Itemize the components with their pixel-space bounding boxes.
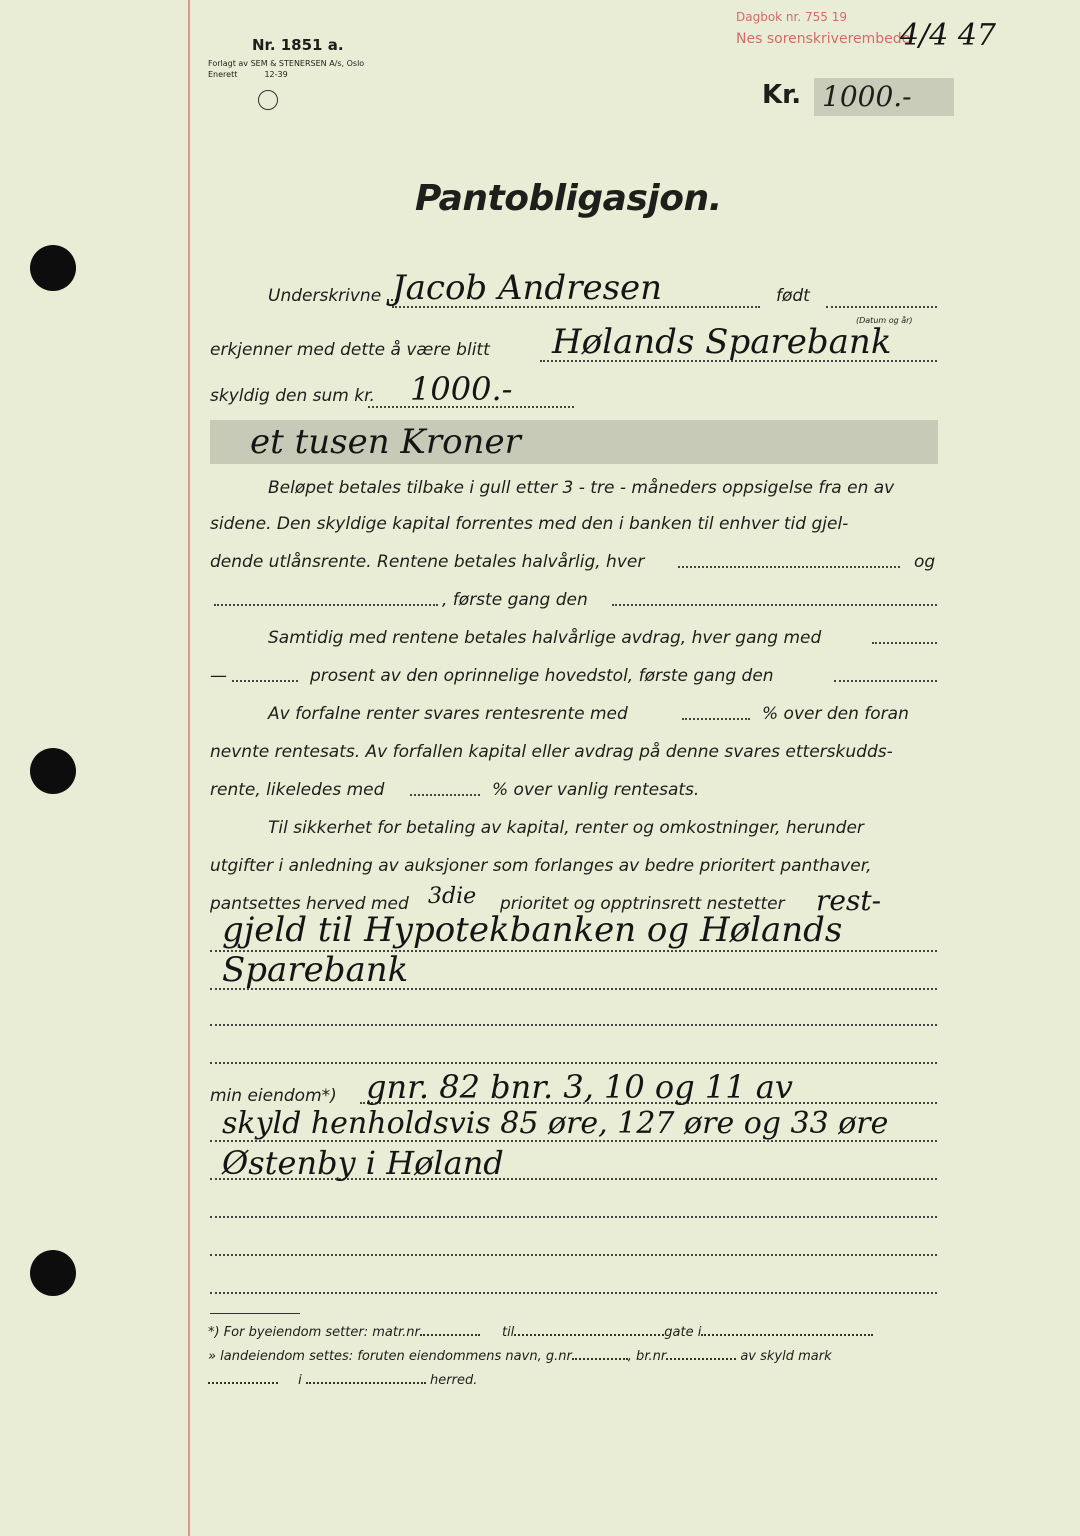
p1-line-3: dende utlånsrente. Rentene betales halvårlig, hver xyxy=(210,552,645,572)
fill-line xyxy=(410,794,480,796)
p1-line-2: sidene. Den skyldige kapital forrentes med den i banken til enhver tid gjel- xyxy=(210,514,849,534)
amount-label: Kr. xyxy=(762,80,802,110)
fill-line xyxy=(210,1292,937,1294)
born-label: født xyxy=(776,286,810,306)
fill-line xyxy=(210,1062,937,1064)
p2-line-2-dash: — xyxy=(210,666,227,686)
binder-hole xyxy=(30,1250,76,1296)
footnote-line-1: *) For byeiendom setter: matr.nr til gate i xyxy=(208,1322,873,1340)
p2-line-1: Samtidig med rentene betales halvårlige avdrag, hver gang med xyxy=(268,628,822,648)
creditor-name: Hølands Sparebank xyxy=(552,322,892,362)
born-line xyxy=(826,306,937,308)
footnote-line-2: » landeiendom settes: foruten eiendommens navn, g.nr , br.nr av skyld mark xyxy=(208,1346,832,1364)
undersigned-row: Underskrivne xyxy=(210,286,397,306)
footnote-rule xyxy=(210,1313,300,1314)
binder-hole xyxy=(30,245,76,291)
name-line xyxy=(392,306,760,308)
amount-in-words: et tusen Kroner xyxy=(250,422,521,462)
publisher-line: Forlagt av SEM & STENERSEN A/s, Oslo Enerett 12-39 xyxy=(208,59,365,79)
p4-line-3-mid: prioritet og opptrinsrett nestetter xyxy=(500,894,785,914)
property-line-1: gnr. 82 bnr. 3, 10 og 11 av xyxy=(366,1068,793,1106)
red-margin-line xyxy=(188,0,190,1536)
p4-line-3: pantsettes herved med xyxy=(210,894,409,914)
property-line-3: Østenby i Høland xyxy=(222,1144,504,1182)
p1-line-1: Beløpet betales tilbake i gull etter 3 - tre - måneders oppsigelse fra en av xyxy=(268,478,895,498)
p3-line-1-end: % over den foran xyxy=(762,704,909,724)
binder-hole xyxy=(30,748,76,794)
registry-stamp xyxy=(736,6,910,50)
fill-line xyxy=(682,718,750,720)
fill-line xyxy=(612,604,937,606)
p3-line-1: Av forfalne renter svares rentesrente med xyxy=(268,704,628,724)
owe-amount: 1000.- xyxy=(410,370,513,408)
fill-line xyxy=(214,604,438,606)
p1-line-4: , første gang den xyxy=(442,590,588,610)
footnote-line-3: i herred. xyxy=(208,1370,477,1388)
fill-line xyxy=(678,566,900,568)
fill-line xyxy=(210,1024,937,1026)
property-line-2: skyld henholdsvis 85 øre, 127 øre og 33 øre xyxy=(222,1106,889,1141)
p1-line-3-end: og xyxy=(914,552,936,572)
acknowledge-label: erkjenner med dette å være blitt xyxy=(210,340,490,360)
date-hint: (Datum og år) xyxy=(856,316,913,325)
fill-line xyxy=(834,680,937,682)
stamp-line-2: Nes sorenskriverembede xyxy=(736,31,911,47)
fill-line xyxy=(210,1254,937,1256)
stamp-line-1: Dagbok nr. 755 19 xyxy=(736,10,847,24)
document-title: Pantobligasjon. xyxy=(415,178,722,219)
priority-value: 3die xyxy=(428,884,477,909)
fill-line xyxy=(872,642,937,644)
property-label: min eiendom*) xyxy=(210,1086,337,1106)
stamp-date: 4/4 47 xyxy=(900,18,996,53)
form-number: Nr. 1851 a. xyxy=(252,36,344,54)
p4-line-1: Til sikkerhet for betaling av kapital, renter og omkostninger, herunder xyxy=(268,818,864,838)
p4-line-2: utgifter i anledning av auksjoner som forlanges av bedre prioritert panthaver, xyxy=(210,856,872,876)
owe-label: skyldig den sum kr. xyxy=(210,386,375,406)
p2-line-2: prosent av den oprinnelige hovedstol, første gang den xyxy=(310,666,774,686)
undersigned-name: Jacob Andresen xyxy=(392,268,663,308)
handwriting-line-2: gjeld til Hypotekbanken og Hølands xyxy=(222,910,843,950)
p3-line-3-end: % over vanlig rentesats. xyxy=(492,780,700,800)
p3-line-2: nevnte rentesats. Av forfallen kapital eller avdrag på denne svares etterskudds- xyxy=(210,742,893,762)
publisher-emblem-icon xyxy=(258,90,278,110)
fill-line xyxy=(210,1216,937,1218)
amount-value: 1000.- xyxy=(822,80,912,113)
p3-line-3: rente, likeledes med xyxy=(210,780,385,800)
handwriting-rest: rest- xyxy=(816,884,882,917)
fill-line xyxy=(232,680,298,682)
handwriting-line-3: Sparebank xyxy=(222,950,409,990)
